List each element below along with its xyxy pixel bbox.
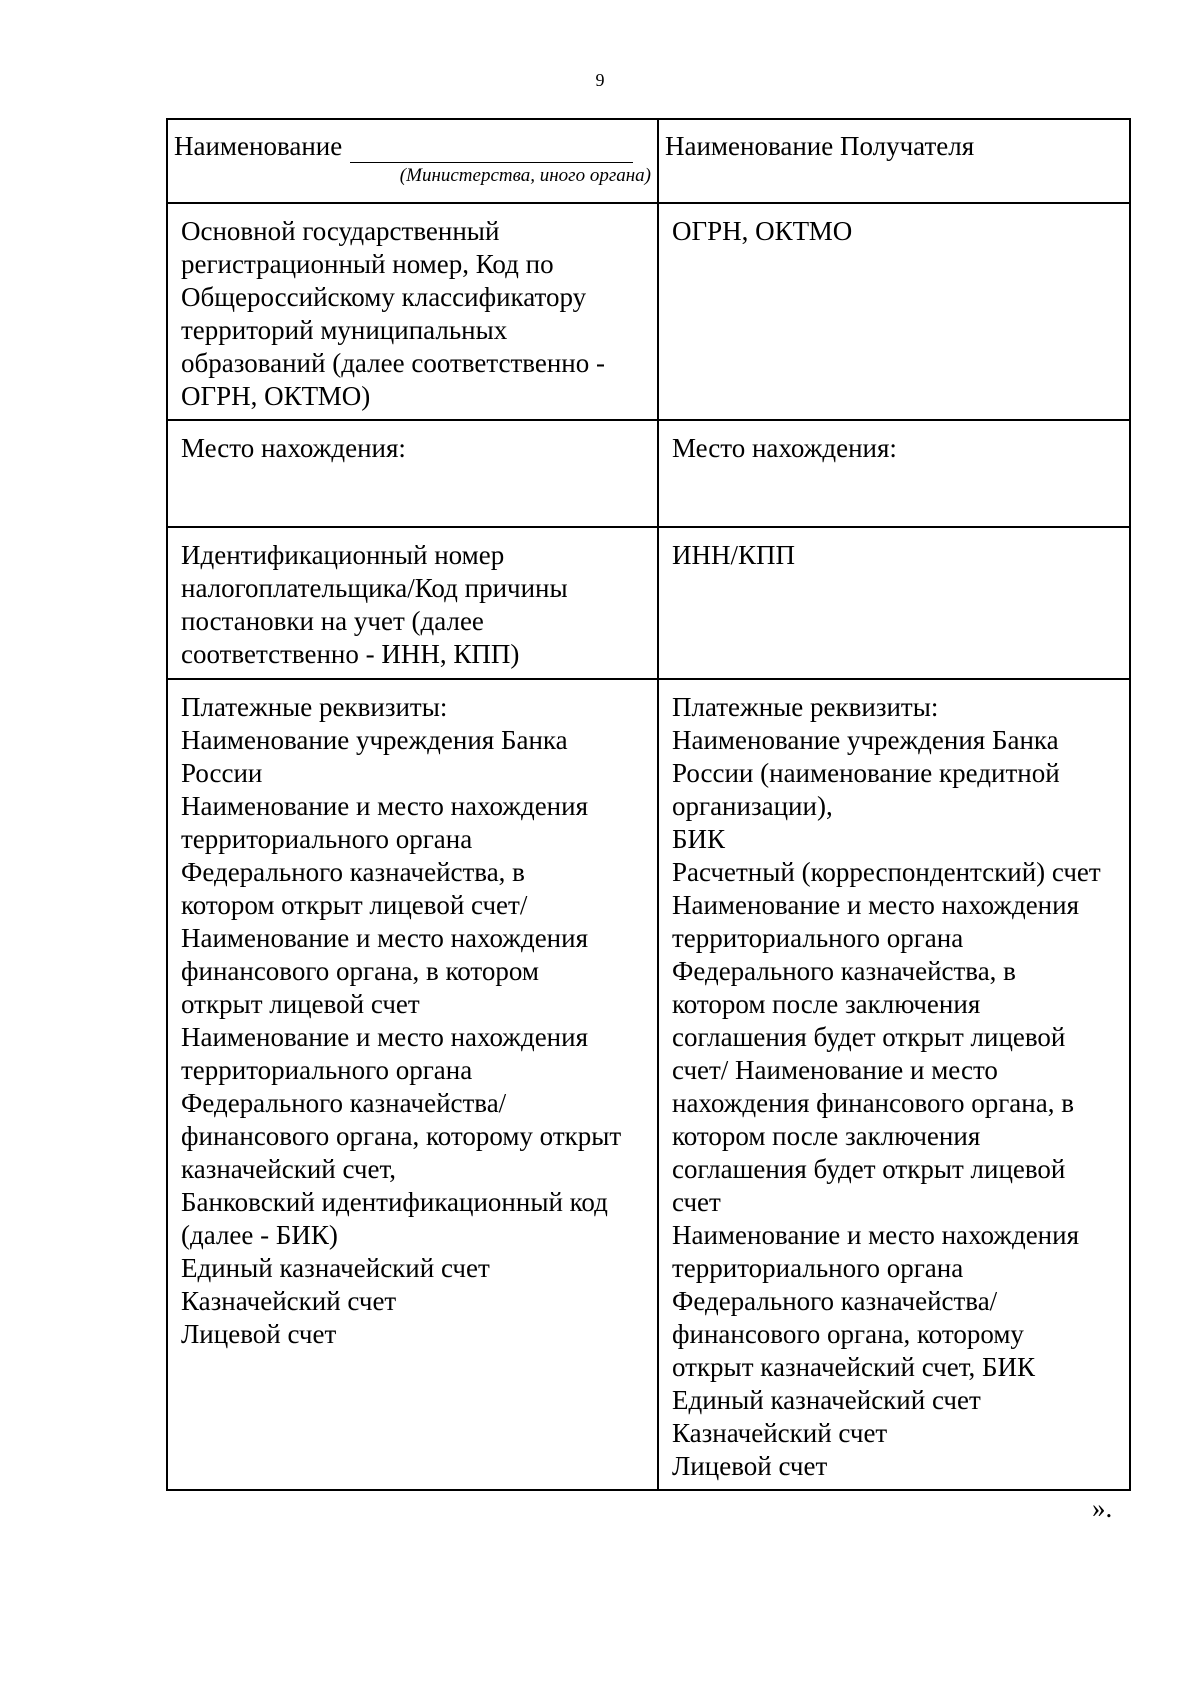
cell-text-line: постановки на учет (далее: [181, 606, 484, 636]
cell-text-line: России (наименование кредитной: [672, 758, 1060, 788]
cell-text-line: территорий муниципальных: [181, 315, 508, 345]
cell-text-line: Казначейский счет: [672, 1418, 888, 1448]
cell-text-line: территориального органа: [672, 1253, 964, 1283]
cell-text-line: соглашения будет открыт лицевой: [672, 1154, 1066, 1184]
cell-text-line: открыт лицевой счет: [181, 989, 420, 1019]
cell-text-line: организации),: [672, 791, 833, 821]
cell-text-line: налогоплательщика/Код причины: [181, 573, 568, 603]
cell-text-line: счет/ Наименование и место: [672, 1055, 998, 1085]
cell-text-line: ИНН/КПП: [672, 540, 796, 570]
cell-text-line: ОГРН, ОКТМО: [672, 216, 853, 246]
ministry-name-note: (Министерства, иного органа): [399, 165, 651, 186]
cell-text-line: регистрационный номер, Код по: [181, 249, 554, 279]
cell-text-line: Единый казначейский счет: [672, 1385, 981, 1415]
cell-text-line: территориального органа: [181, 1055, 473, 1085]
cell-recipient-name: [658, 119, 1130, 203]
cell-text-line: соответственно - ИНН, КПП): [181, 639, 520, 669]
recipient-name-label: Наименование Получателя: [665, 131, 975, 161]
cell-text-line: финансового органа, которому открыт: [181, 1121, 622, 1151]
cell-right: [658, 420, 1130, 527]
cell-text-line: Наименование и место нахождения: [181, 791, 589, 821]
cell-right: [658, 679, 1130, 1490]
cell-text-line: Идентификационный номер: [181, 540, 505, 570]
cell-left: [167, 420, 658, 527]
table-row-ogrn: [167, 203, 1130, 420]
cell-left: [167, 203, 658, 420]
requisites-table: [166, 118, 1131, 1491]
cell-text-line: Общероссийскому классификатору: [181, 282, 587, 312]
table-row-payment-details: [167, 679, 1130, 1490]
cell-text-line: образований (далее соответственно -: [181, 348, 605, 378]
ministry-name-label: Наименование: [174, 131, 343, 161]
cell-text-line: БИК: [672, 824, 726, 854]
cell-text-line: Лицевой счет: [672, 1451, 828, 1481]
cell-text-line: (далее - БИК): [181, 1220, 338, 1250]
cell-text-line: финансового органа, которому: [672, 1319, 1024, 1349]
cell-right: [658, 527, 1130, 679]
cell-left: [167, 527, 658, 679]
cell-text-line: Федерального казначейства/: [181, 1088, 507, 1118]
cell-text-line: котором открыт лицевой счет/: [181, 890, 528, 920]
cell-text-line: Казначейский счет: [181, 1286, 397, 1316]
cell-text-line: Наименование и место нахождения: [672, 1220, 1080, 1250]
table-row-location: [167, 420, 1130, 527]
cell-text-line: соглашения будет открыт лицевой: [672, 1022, 1066, 1052]
cell-text-line: Наименование учреждения Банка: [672, 725, 1059, 755]
cell-text-line: казначейский счет,: [181, 1154, 396, 1184]
cell-text-line: финансового органа, в котором: [181, 956, 539, 986]
cell-text-line: Место нахождения:: [672, 433, 897, 463]
cell-text-line: Федерального казначейства, в: [672, 956, 1016, 986]
cell-text-line: Платежные реквизиты:: [672, 692, 939, 722]
cell-text-line: Наименование и место нахождения: [181, 923, 589, 953]
cell-text-line: Расчетный (корреспондентский) счет: [672, 857, 1101, 887]
cell-text-line: Платежные реквизиты:: [181, 692, 448, 722]
cell-text-line: Федерального казначейства, в: [181, 857, 525, 887]
cell-text-line: Единый казначейский счет: [181, 1253, 490, 1283]
cell-text-line: счет: [672, 1187, 721, 1217]
cell-text-line: Место нахождения:: [181, 433, 406, 463]
cell-text-line: России: [181, 758, 263, 788]
cell-text-line: Банковский идентификационный код: [181, 1187, 608, 1217]
cell-text-line: ОГРН, ОКТМО): [181, 381, 371, 411]
cell-text-line: открыт казначейский счет, БИК: [672, 1352, 1036, 1382]
cell-text-line: Наименование и место нахождения: [672, 890, 1080, 920]
closing-quote-mark: ».: [1092, 1493, 1113, 1523]
cell-text-line: Основной государственный: [181, 216, 500, 246]
cell-left: [167, 679, 658, 1490]
cell-text-line: котором после заключения: [672, 1121, 981, 1151]
table-row-header: [167, 119, 1130, 203]
cell-text-line: Наименование учреждения Банка: [181, 725, 568, 755]
cell-text-line: территориального органа: [672, 923, 964, 953]
cell-right: [658, 203, 1130, 420]
cell-text-line: территориального органа: [181, 824, 473, 854]
table-row-inn-kpp: [167, 527, 1130, 679]
cell-text-line: котором после заключения: [672, 989, 981, 1019]
cell-text-line: Наименование и место нахождения: [181, 1022, 589, 1052]
cell-text-line: Федерального казначейства/: [672, 1286, 998, 1316]
cell-ministry-name: [167, 119, 658, 203]
page-number: 9: [595, 70, 605, 90]
ministry-name-blank: [350, 136, 633, 163]
cell-text-line: нахождения финансового органа, в: [672, 1088, 1074, 1118]
cell-text-line: Лицевой счет: [181, 1319, 337, 1349]
